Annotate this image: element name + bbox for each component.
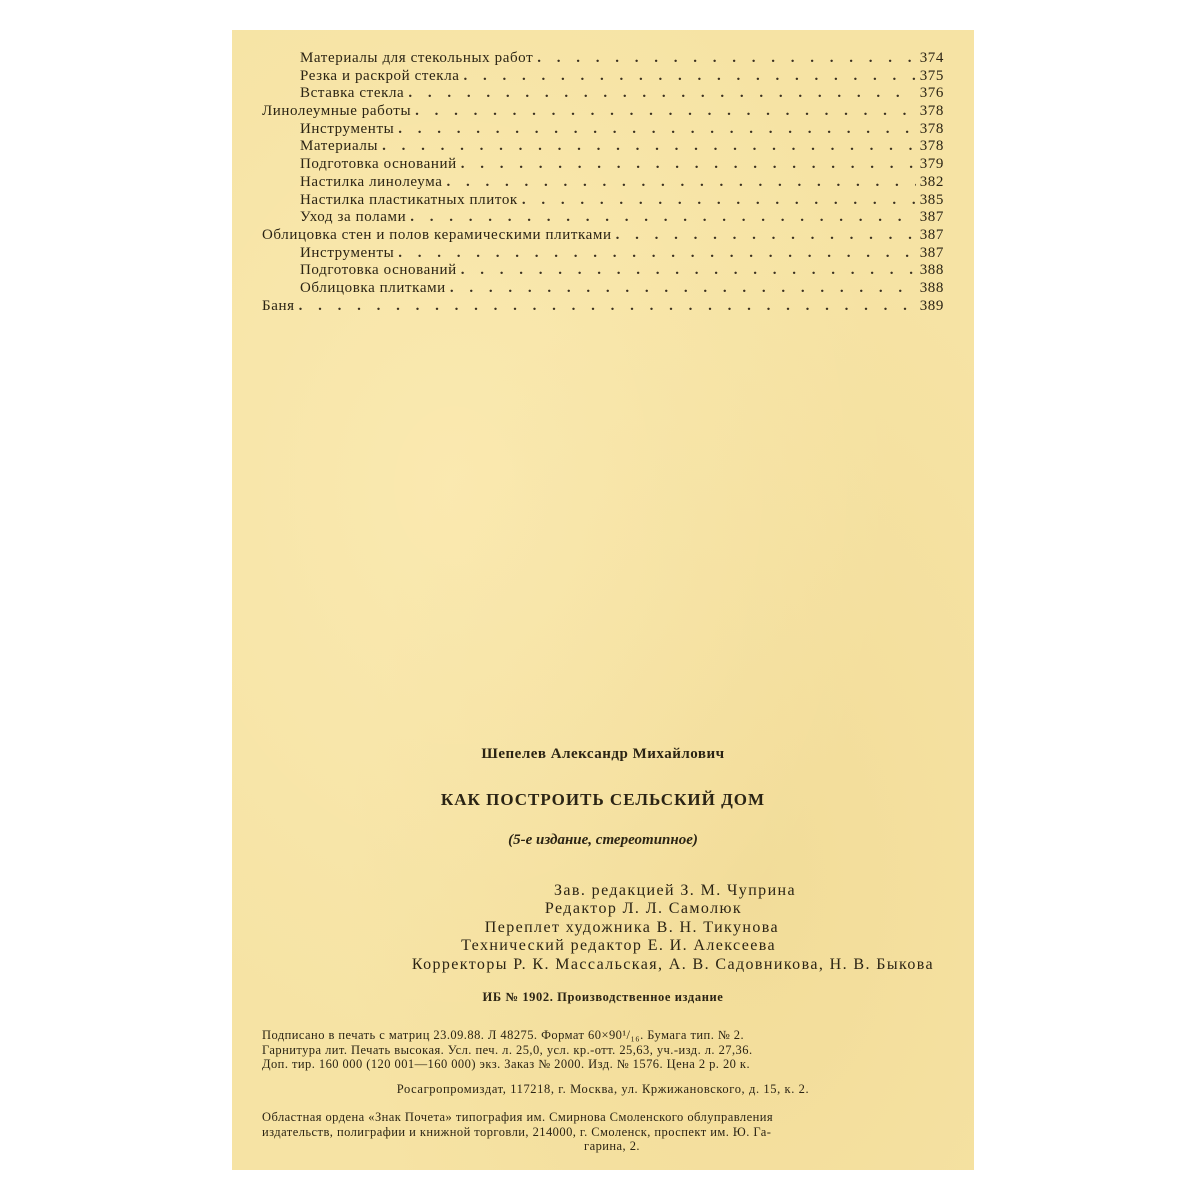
toc-dot-leader <box>398 121 915 139</box>
book-page <box>232 30 974 1170</box>
toc-entry <box>262 121 944 139</box>
toc-entry <box>262 192 944 210</box>
printer-info-line: гарина, 2. <box>584 1139 640 1154</box>
toc-entry-page: 375 <box>919 67 944 84</box>
toc-entry-page: 388 <box>919 279 944 296</box>
toc-entry-title: Линолеумные работы <box>262 103 412 120</box>
toc-dot-leader <box>461 156 916 174</box>
toc-dot-leader <box>415 103 916 121</box>
edition-note: (5-е издание, стереотипное) <box>508 832 698 848</box>
toc-entry <box>262 50 944 68</box>
toc-entry-title: Уход за полами <box>300 209 407 226</box>
toc-dot-leader <box>464 68 916 86</box>
toc-entry-page: 378 <box>919 120 944 137</box>
toc-entry-title: Материалы для стекольных работ <box>300 50 534 66</box>
toc-entry-page: 388 <box>919 262 944 279</box>
toc-entry-title: Настилка пластикатных плиток <box>300 191 518 208</box>
toc-entry-page: 379 <box>919 156 944 173</box>
toc-entry-page: 387 <box>919 226 944 243</box>
toc-dot-leader <box>446 174 915 192</box>
toc-dot-leader <box>616 227 916 245</box>
toc-entry-page: 385 <box>919 191 944 208</box>
toc-dot-leader <box>461 262 916 280</box>
toc-dot-leader <box>410 209 915 227</box>
toc-entry-title: Подготовка оснований <box>300 262 457 279</box>
toc-entry-page: 382 <box>919 173 944 190</box>
print-details-line: Подписано в печать с матриц 23.09.88. Л 48275. Формат 60×90¹/₁₆. Бумага тип. № 2. <box>262 1028 745 1042</box>
toc-entry <box>262 262 944 280</box>
toc-dot-leader <box>382 138 916 156</box>
staff-line: Редактор Л. Л. Самолюк <box>544 900 742 918</box>
editorial-staff <box>262 882 944 974</box>
toc-entry <box>262 85 944 103</box>
table-of-contents <box>262 50 944 315</box>
toc-entry-page: 387 <box>919 209 944 226</box>
toc-entry-title: Инструменты <box>300 120 395 137</box>
toc-entry <box>262 138 944 156</box>
toc-entry-title: Инструменты <box>300 244 395 261</box>
toc-entry-page: 378 <box>919 138 944 155</box>
printer-info <box>262 1110 962 1154</box>
toc-entry <box>262 245 944 263</box>
toc-entry-page: 376 <box>919 85 944 102</box>
toc-entry-title: Баня <box>262 297 295 314</box>
toc-entry-page: 378 <box>919 103 944 120</box>
toc-entry-title: Облицовка плитками <box>300 279 446 296</box>
toc-entry-title: Материалы <box>300 138 379 155</box>
staff-line: Переплет художника В. Н. Тикунова <box>484 918 779 936</box>
toc-entry <box>262 298 944 316</box>
print-details <box>262 1028 962 1072</box>
print-details-line: Гарнитура лит. Печать высокая. Усл. печ. л. 25,0, усл. кр.-отт. 25,63, уч.-изд. л. 27,36. <box>262 1042 753 1057</box>
toc-entry-page: 374 <box>919 50 944 66</box>
toc-entry <box>262 156 944 174</box>
toc-dot-leader <box>408 85 915 103</box>
staff-line: Корректоры Р. К. Массальская, А. В. Садовникова, Н. В. Быкова <box>411 955 934 973</box>
ib-number: ИБ № 1902. Производственное издание <box>482 990 724 1004</box>
toc-entry-title: Вставка стекла <box>300 85 405 102</box>
publisher-address: Росагропромиздат, 117218, г. Москва, ул. Кржижановского, д. 15, к. 2. <box>396 1082 810 1096</box>
toc-entry <box>262 209 944 227</box>
toc-entry-title: Облицовка стен и полов керамическими плитками <box>262 226 612 243</box>
toc-entry <box>262 68 944 86</box>
toc-dot-leader <box>537 50 915 68</box>
staff-line: Зав. редакцией З. М. Чуприна <box>554 882 796 899</box>
toc-entry-title: Настилка линолеума <box>300 173 443 190</box>
toc-entry-page: 389 <box>919 297 944 314</box>
toc-entry <box>262 174 944 192</box>
toc-entry-title: Подготовка оснований <box>300 156 457 173</box>
toc-entry-page: 387 <box>919 244 944 261</box>
toc-dot-leader <box>299 298 916 316</box>
toc-entry <box>262 227 944 245</box>
book-title: КАК ПОСТРОИТЬ СЕЛЬСКИЙ ДОМ <box>440 790 766 809</box>
author-name: Шепелев Александр Михайлович <box>481 746 725 762</box>
toc-entry-title: Резка и раскрой стекла <box>300 67 460 84</box>
printer-info-line: издательств, полиграфии и книжной торговли, 214000, г. Смоленск, проспект им. Ю. Га- <box>262 1124 772 1139</box>
toc-dot-leader <box>398 245 915 263</box>
toc-entry <box>262 103 944 121</box>
toc-dot-leader <box>522 192 916 210</box>
toc-dot-leader <box>450 280 916 298</box>
toc-entry <box>262 280 944 298</box>
print-details-line: Доп. тир. 160 000 (120 001—160 000) экз. Заказ № 2000. Изд. № 1576. Цена 2 р. 20 к. <box>262 1057 751 1072</box>
staff-line: Технический редактор Е. И. Алексеева <box>461 937 776 955</box>
printer-info-line: Областная ордена «Знак Почета» типография им. Смирнова Смоленского облуправления <box>262 1110 774 1124</box>
